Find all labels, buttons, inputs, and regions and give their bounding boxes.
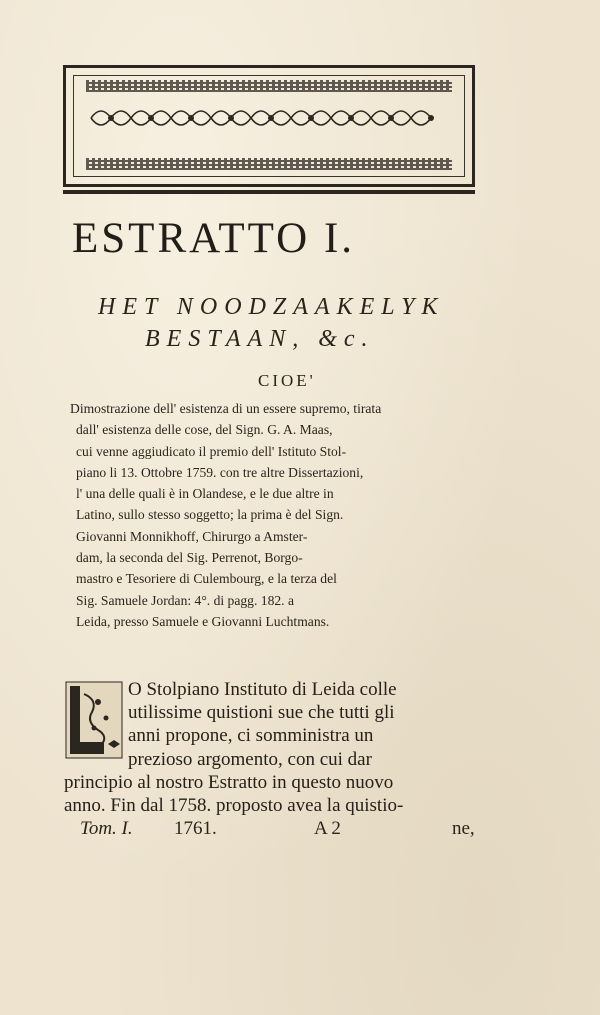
- body-text: [64, 678, 496, 817]
- body-line: utilissime quistioni sue che tutti gli: [128, 702, 395, 724]
- abstract-line: dam, la seconda del Sig. Perrenot, Borgo-: [76, 550, 303, 566]
- body-line: anno. Fin dal 1758. proposto avea la quistio-: [64, 795, 404, 817]
- body-line: principio al nostro Estratto in questo nuovo: [64, 771, 394, 793]
- abstract-line: piano li 13. Ottobre 1759. con tre altre Dissertazioni,: [76, 464, 364, 480]
- ornamental-headpiece: [63, 65, 475, 187]
- abstract-line: Giovanni Monnikhoff, Chirurgo a Amster-: [76, 528, 308, 544]
- abstract-line: Leida, presso Samuele e Giovanni Luchtmans.: [76, 613, 330, 629]
- cioe-heading: CIOE': [258, 371, 316, 390]
- abstract-line: l' una delle quali è in Olandese, e le due altre in: [76, 486, 334, 502]
- abstract-line: mastro e Tesoriere di Culembourg, e la terza del: [76, 571, 337, 587]
- signature-mark: A 2: [314, 818, 341, 839]
- body-line: prezioso argomento, con cui dar: [128, 748, 372, 770]
- dutch-title-line-1: HET NOODZAAKELYK: [98, 294, 445, 320]
- abstract-line: cui venne aggiudicato il premio dell' Istituto Stol-: [76, 443, 347, 459]
- abstract-line: dall' esistenza delle cose, del Sign. G. A. Maas,: [76, 422, 333, 438]
- abstract-block: [70, 398, 490, 632]
- volume-label: Tom. I.: [80, 818, 133, 839]
- year-label: 1761.: [174, 818, 217, 839]
- dutch-title-line-2: BESTAAN, &c.: [145, 326, 375, 352]
- extract-title: ESTRATTO I.: [72, 215, 356, 262]
- abstract-line: Dimostrazione dell' esistenza di un essere supremo, tirata: [70, 401, 382, 416]
- abstract-line: Sig. Samuele Jordan: 4°. di pagg. 182. a: [76, 592, 294, 608]
- body-line: anni propone, ci somministra un: [128, 725, 374, 747]
- abstract-line: Latino, sullo stesso soggetto; la prima è del Sign.: [76, 507, 344, 523]
- catchword: ne,: [452, 818, 475, 839]
- body-line: O Stolpiano Instituto di Leida colle: [128, 679, 397, 700]
- floral-ornament-icon: [86, 98, 436, 138]
